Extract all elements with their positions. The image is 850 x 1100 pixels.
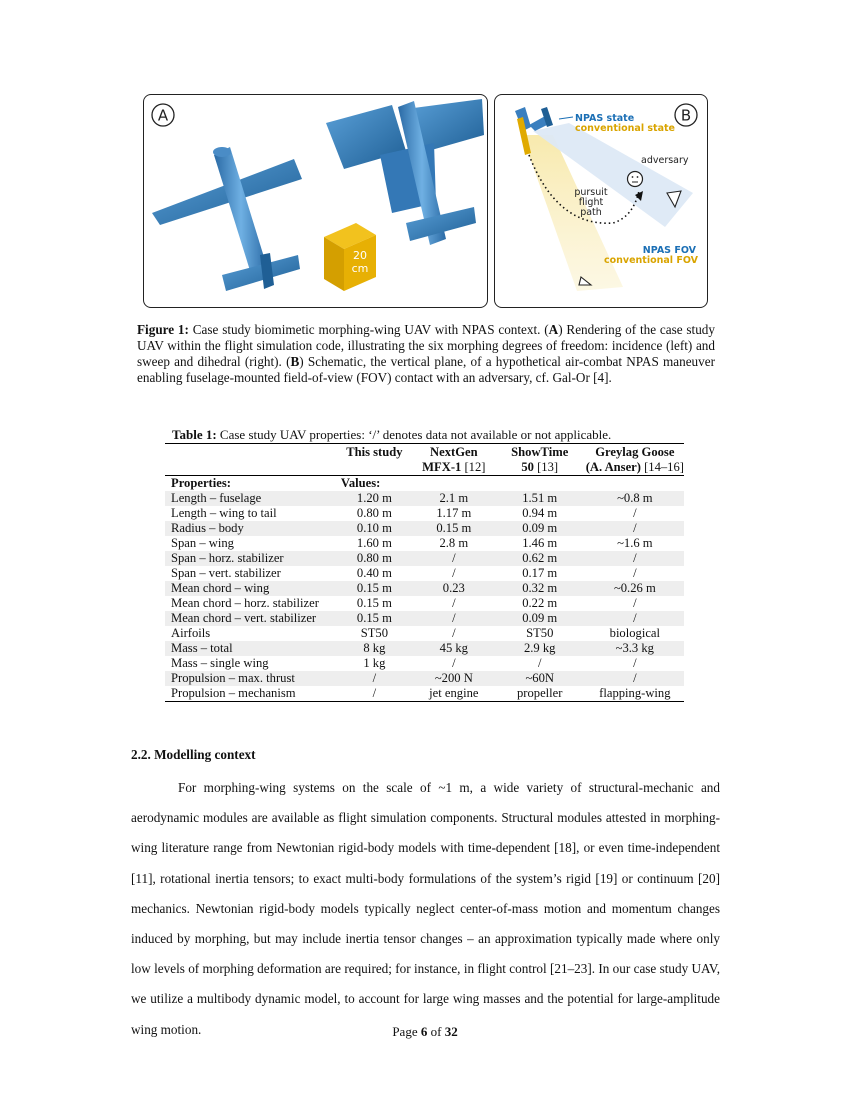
footer-of-word: of	[427, 1024, 445, 1039]
table-row	[165, 641, 684, 656]
table-cell: /	[580, 551, 684, 566]
table-cell: 0.15 m	[408, 521, 494, 536]
table-row	[165, 611, 684, 626]
table-cell: 1.17 m	[436, 506, 472, 520]
table-cell: 0.62 m	[494, 551, 580, 566]
table-caption-text: Case study UAV properties: ‘/’ denotes data not available or not applicable.	[216, 427, 612, 442]
table-cell: 1.46 m	[522, 536, 558, 550]
table-cell: ST50	[360, 626, 389, 640]
table-row	[165, 626, 684, 641]
table-cell: 2.1 m	[408, 491, 494, 506]
table-header-this-study: This study	[335, 444, 408, 461]
table-row	[165, 581, 684, 596]
table-cell: 0.09 m	[494, 521, 580, 536]
table-cell: jet engine	[408, 686, 494, 702]
scale-cube-unit: cm	[351, 262, 369, 275]
table-cell: 0.80 m	[356, 506, 392, 520]
table-cell: 0.17 m	[522, 566, 558, 580]
adversary-eye-icon	[632, 176, 634, 178]
figure-caption-ref-a: A	[548, 322, 559, 337]
table-row	[165, 596, 684, 611]
goose-ref: [14–16]	[640, 460, 684, 474]
values-label: Values:	[340, 476, 381, 490]
table-row	[165, 506, 684, 521]
npas-state-leader-line	[559, 117, 573, 119]
table-row	[165, 536, 684, 551]
nextgen-model: MFX-1	[422, 460, 462, 474]
panel-a-label: A	[157, 106, 169, 125]
uav-left-nose	[213, 147, 231, 157]
table-cell: 1.60 m	[356, 536, 392, 550]
table-cell: 1.51 m	[494, 491, 580, 506]
table-cell: /	[335, 671, 408, 686]
table-cell-property: Span – wing	[171, 536, 234, 550]
table-row	[165, 551, 684, 566]
table-cell: /	[452, 626, 456, 640]
figure-caption-text-1: Case study biomimetic morphing-wing UAV with NPAS context. (	[188, 322, 549, 337]
table-row	[165, 476, 684, 492]
table-cell: 0.80 m	[335, 551, 408, 566]
page-footer	[0, 1024, 850, 1040]
table-cell: /	[408, 611, 494, 626]
table-header-nextgen: NextGen	[408, 444, 494, 461]
table-cell: /	[633, 596, 637, 610]
table-cell: 8 kg	[335, 641, 408, 656]
properties-label: Properties:	[171, 476, 231, 490]
figure-caption-text-2: ) Rendering of the case study UAV within the flight simulation code, illustrating the six morphing degrees of freedom: incidence (left) and sweep and dihedral (right). (	[137, 322, 715, 369]
uav-right-sweep-dihedral	[326, 99, 484, 245]
figure-caption-label: Figure 1:	[137, 322, 189, 337]
path-label-line-3: path	[580, 207, 602, 218]
table-cell-property: Span – vert. stabilizer	[171, 566, 281, 580]
npas-schematic	[495, 95, 707, 307]
table-cell: 0.09 m	[494, 611, 580, 626]
figure-caption	[137, 322, 715, 386]
uav-left-fuselage	[214, 147, 268, 277]
table-row	[165, 521, 684, 536]
table-cell: 0.40 m	[356, 566, 392, 580]
table-row	[165, 671, 684, 686]
table-cell: 2.9 kg	[494, 641, 580, 656]
table-cell: /	[452, 656, 456, 670]
adversary-eye-icon	[637, 176, 639, 178]
figure-panel-a	[143, 94, 488, 308]
section-heading: 2.2. Modelling context	[131, 747, 256, 762]
table-row	[165, 566, 684, 581]
table-cell: ~3.3 kg	[580, 641, 684, 656]
table-cell: ~1.6 m	[617, 536, 653, 550]
table-cell-property: Propulsion – max. thrust	[165, 671, 335, 686]
table-cell: /	[633, 506, 637, 520]
showtime-ref: [13]	[533, 460, 559, 474]
table-cell: 0.15 m	[356, 596, 392, 610]
table-row	[165, 491, 684, 506]
table-header-goose: Greylag Goose	[580, 444, 684, 461]
figure-panel-b	[494, 94, 708, 308]
scale-cube-value: 20	[353, 249, 367, 262]
table-row	[165, 686, 684, 702]
figure-caption-text-3: ) Schematic, the vertical plane, of a hypothetical air-combat NPAS maneuver enabling fuselage-mounted field-of-view (FOV) contact with an adversary, cf. Gal-Or [4].	[137, 354, 715, 385]
legend-npas-state: NPAS state	[575, 113, 635, 124]
table-cell-property: Length – wing to tail	[171, 506, 277, 520]
table-cell: flapping-wing	[580, 686, 684, 702]
table-cell: 1.20 m	[335, 491, 408, 506]
table-cell: 0.32 m	[494, 581, 580, 596]
table-cell: 0.10 m	[335, 521, 408, 536]
table-cell: propeller	[494, 686, 580, 702]
figure-caption-ref-b: B	[290, 354, 300, 369]
table-row	[165, 656, 684, 671]
table-cell: /	[633, 566, 637, 580]
table-cell: ST50	[526, 626, 554, 640]
table-cell: 1 kg	[363, 656, 386, 670]
table-cell-property: Mean chord – horz. stabilizer	[171, 596, 319, 610]
table-cell-property: Radius – body	[165, 521, 335, 536]
legend-conventional-state: conventional state	[575, 123, 675, 134]
table-cell: 0.15 m	[335, 581, 408, 596]
table-cell: 2.8 m	[439, 536, 469, 550]
table-cell: /	[452, 566, 456, 580]
uav-left-incidence	[152, 147, 302, 291]
table-cell: 0.23	[408, 581, 494, 596]
path-label-line-2: flight	[578, 197, 604, 208]
table-cell-property: Length – fuselage	[165, 491, 335, 506]
table-subheader-this-study-empty	[335, 460, 408, 476]
nextgen-ref: [12]	[461, 460, 486, 474]
table-cell: /	[580, 611, 684, 626]
table-cell: /	[408, 551, 494, 566]
path-label-line-1: pursuit	[574, 187, 608, 198]
table-cell: 0.15 m	[335, 611, 408, 626]
table-cell: ~0.26 m	[580, 581, 684, 596]
goose-species: (A. Anser)	[585, 460, 641, 474]
table-cell: /	[580, 671, 684, 686]
table-cell-property: Mean chord – wing	[165, 581, 335, 596]
table-cell: 45 kg	[408, 641, 494, 656]
table-header-row	[165, 444, 684, 461]
label-conventional-fov: conventional FOV	[603, 255, 698, 266]
table-cell-property: Mass – single wing	[171, 656, 269, 670]
section-body-paragraph: For morphing-wing systems on the scale of ~1 m, a wide variety of structural-mechanic and aerodynamic modules are available as flight simulation components. Structural modules attested in morphing-wing literature range from Newtonian rigid-body models with time-dependent [18], or even time-independent [11], rotational inertia tensors; to exact multi-body formulations of the system’s rigid [19] or continuum [20] mechanics. Newtonian rigid-body models typically neglect center-of-mass motion and momentum changes induced by morphing, but may include inertia tensor changes – an approximation typically made where only low levels of morphing deformation are required; for instance, in flight control [21–23]. In our case study UAV, we utilize a multibody dynamic model, to account for large wing masses and the potential for large-amplitude wing motion.	[131, 780, 720, 1037]
footer-page-total: 32	[444, 1024, 458, 1039]
table-cell: /	[335, 686, 408, 702]
table-cell: /	[452, 596, 456, 610]
table-cell: biological	[609, 626, 661, 640]
uav-properties-table	[165, 443, 684, 702]
panel-b-label: B	[680, 106, 692, 125]
uav-left-fin	[260, 253, 274, 289]
uav-rendering	[144, 95, 487, 307]
showtime-model: 50	[521, 460, 534, 474]
table-cell-property: Mean chord – vert. stabilizer	[165, 611, 335, 626]
table-header-showtime: ShowTime	[494, 444, 580, 461]
table-cell-property: Mass – total	[165, 641, 335, 656]
table-subheader-showtime	[494, 460, 580, 476]
label-adversary: adversary	[641, 155, 689, 166]
table-cell: ~0.8 m	[580, 491, 684, 506]
table-caption	[172, 427, 692, 443]
table-caption-label: Table 1:	[172, 427, 217, 442]
table-subheader-goose	[580, 460, 684, 476]
table-cell: ~60N	[494, 671, 580, 686]
label-npas-fov: NPAS FOV	[642, 245, 696, 256]
scale-cube	[324, 223, 376, 291]
table-cell-property: Propulsion – mechanism	[165, 686, 335, 702]
table-cell: /	[580, 521, 684, 536]
table-cell: 0.22 m	[522, 596, 558, 610]
table-cell: /	[633, 656, 637, 670]
table-subheader-row	[165, 460, 684, 476]
table-header-empty	[165, 444, 335, 461]
table-subheader-nextgen	[408, 460, 494, 476]
footer-page-word: Page	[392, 1024, 421, 1039]
footer-page-number: 6	[420, 1024, 428, 1039]
table-cell: /	[537, 656, 542, 670]
adversary-face-icon	[628, 172, 643, 187]
table-cell: ~200 N	[408, 671, 494, 686]
table-cell: 0.94 m	[522, 506, 558, 520]
table-subheader-empty	[165, 460, 335, 476]
table-cell-property: Span – horz. stabilizer	[165, 551, 335, 566]
table-cell-property: Airfoils	[171, 626, 211, 640]
